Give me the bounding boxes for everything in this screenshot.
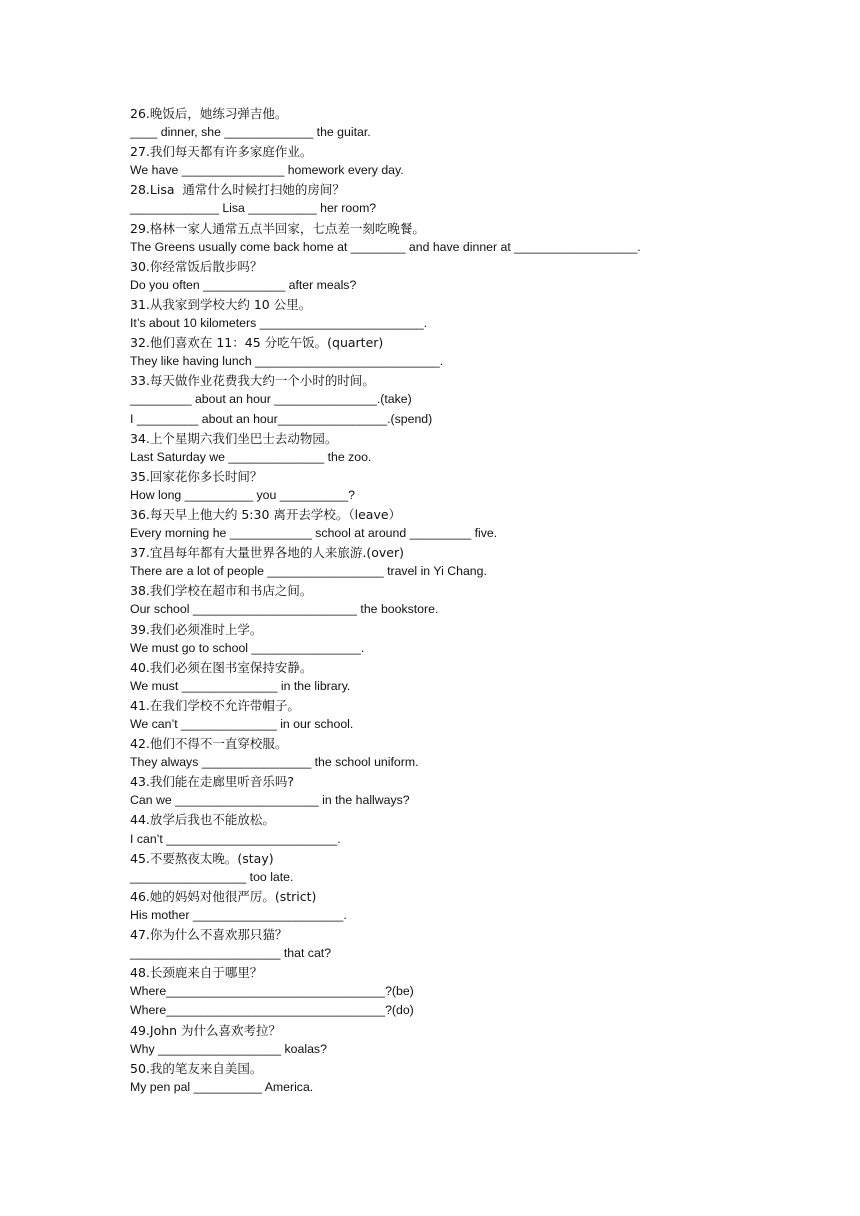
answer-line: My pen pal __________ America. [130,1079,314,1094]
answer-line: ____ dinner, she _____________ the guitar. [130,125,371,140]
answer-line: We can’t ______________ in our school. [130,717,354,731]
answer-line: Where________________________________?(be) [130,984,414,999]
answer-line: We must go to school ________________. [130,640,365,655]
question-prompt: 28.Lisa 通常什么时候打扫她的房间？ [130,182,345,198]
question-prompt: 47.你为什么不喜欢那只猫？ [130,927,288,943]
answer-line: Why __________________ koalas? [130,1041,327,1056]
answer-line: The Greens usually come back home at ________ and have dinner at __________________. [130,239,641,254]
question-prompt: 45.不要熬夜太晚。(stay) [130,850,274,866]
question-prompt: 36.每天早上他大约 5:30 离开去学校。（leave） [130,506,402,522]
answer-line: How long __________ you __________? [130,487,355,502]
question-prompt: 38.我们学校在超市和书店之间。 [130,583,313,599]
question-prompt: 34.上个星期六我们坐巴士去动物园。 [130,430,338,446]
question-prompt: 37.宜昌每年都有大量世界各地的人来旅游.(over) [130,545,404,561]
answer-line: ______________________ that cat? [130,946,332,961]
answer-line: Can we _____________________ in the hallways? [130,793,410,808]
answer-line: _________ about an hour _______________.(take) [130,392,412,407]
answer-line: _____________ Lisa __________ her room? [130,201,377,216]
question-prompt: 26.晚饭后，她练习弹吉他。 [130,106,288,121]
question-prompt: 42.他们不得不一直穿校服。 [130,736,288,752]
question-prompt: 31.从我家到学校大约 10 公里。 [130,296,312,312]
question-prompt: 27.我们每天都有许多家庭作业。 [130,144,313,160]
answer-line: I can’t _________________________. [130,831,341,846]
answer-line: We must ______________ in the library. [130,678,351,693]
question-prompt: 35.回家花你多长时间？ [130,468,263,484]
question-prompt: 43.我们能在走廊里听音乐吗? [130,774,295,790]
worksheet [130,104,830,1097]
question-prompt: 46.她的妈妈对他很严厉。(strict) [130,888,317,904]
answer-line: _________________ too late. [130,869,294,884]
question-prompt: 33.每天做作业花费我大约一个小时的时间。 [130,373,375,389]
answer-line: His mother ______________________. [130,907,347,922]
question-prompt: 49.John 为什么喜欢考拉？ [130,1022,282,1038]
answer-line: Our school ________________________ the bookstore. [130,602,439,617]
answer-line: Last Saturday we ______________ the zoo. [130,449,372,464]
question-prompt: 40.我们必须在图书室保持安静。 [130,659,313,675]
question-prompt: 41.在我们学校不允许带帽子。 [130,697,300,713]
question-prompt: 50.我的笔友来自美国。 [130,1060,263,1076]
answer-line: Do you often ____________ after meals? [130,277,357,292]
answer-line: Where________________________________?(do) [130,1003,414,1018]
answer-line: There are a lot of people _________________ travel in Yi Chang. [130,564,487,579]
question-prompt: 48.长颈鹿来自于哪里？ [130,965,263,981]
question-prompt: 32.他们喜欢在 11：45 分吃午饭。(quarter) [130,335,384,351]
question-prompt: 44.放学后我也不能放松。 [130,812,275,828]
answer-line: They always ________________ the school uniform. [130,755,419,770]
answer-line: They like having lunch ___________________________. [130,354,444,369]
question-prompt: 29.格林一家人通常五点半回家，七点差一刻吃晚餐。 [130,220,425,236]
answer-line: We have _______________ homework every day. [130,163,404,178]
answer-line: Every morning he ____________ school at around _________ five. [130,526,498,541]
question-prompt: 39.我们必须准时上学。 [130,621,263,637]
answer-line: I _________ about an hour________________.(spend) [130,411,433,426]
question-prompt: 30.你经常饭后散步吗？ [130,258,263,274]
answer-line: It’s about 10 kilometers ________________________. [130,316,428,331]
